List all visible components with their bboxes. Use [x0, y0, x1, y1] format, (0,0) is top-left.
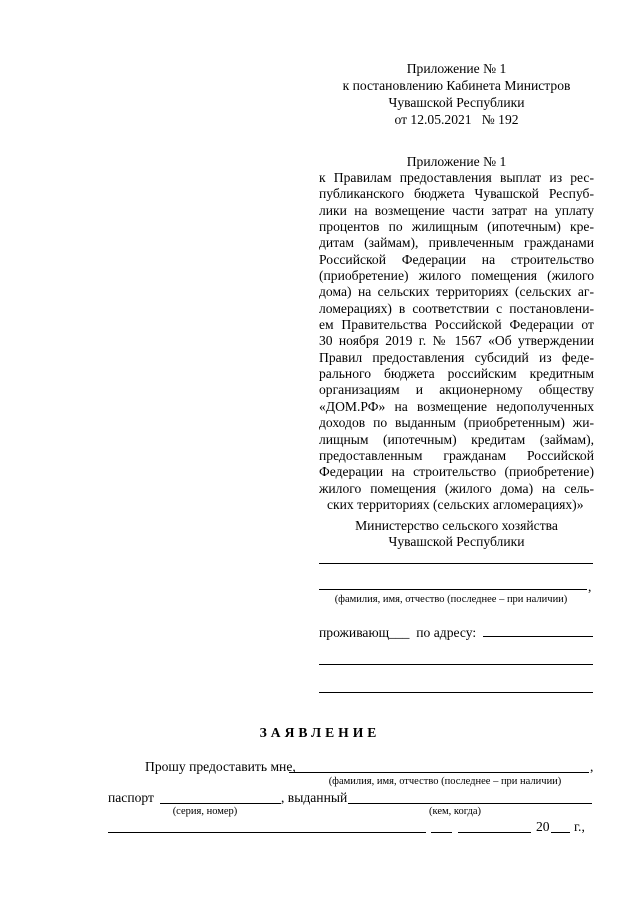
statement-title: ЗАЯВЛЕНИЕ	[259, 725, 381, 740]
request-end: ,	[590, 759, 594, 774]
rules-line: Российской Федерации на строительство	[319, 251, 594, 267]
rules-line: лищным (ипотечным) кредитам (займам),	[319, 431, 594, 447]
rules-appendix-text	[319, 170, 594, 513]
passport-label: паспорт	[108, 790, 154, 805]
appendix-header-line4: от 12.05.2021 № 192	[394, 112, 519, 127]
rules-line: Федерации на строительство (приобретение)	[319, 464, 594, 480]
rules-line: жилого помещения (жилого дома) на сель-	[319, 480, 594, 496]
rules-line: (приобретение) жилого помещения (жилого	[319, 268, 594, 284]
rules-line: рального бюджета российским кредитным	[319, 366, 594, 382]
address-line-3[interactable]	[319, 692, 593, 693]
rules-line: дома) на сельских территориях (сельских аг-	[319, 284, 594, 300]
residence-label: проживающ___ по адресу:	[319, 625, 477, 640]
appendix-header-line2: к постановлению Кабинета Министров	[342, 78, 571, 93]
rules-line: к Правилам предоставления выплат из рес-	[319, 170, 594, 185]
request-fio-line[interactable]	[289, 772, 589, 773]
rules-line: доходов по выданным (приобретенным) жи-	[319, 415, 594, 431]
passport-series-line[interactable]	[160, 803, 281, 804]
rules-line: ем Правительства Российской Федерации от	[319, 317, 594, 333]
rules-line: 30 ноября 2019 г. № 1567 «Об утверждении	[319, 333, 594, 349]
appendix-header-line1: Приложение № 1	[406, 61, 507, 76]
series-caption: (серия, номер)	[172, 806, 238, 817]
issued-label: , выданный	[281, 790, 348, 805]
applicant-line-1[interactable]	[319, 563, 593, 564]
addressee-line1: Министерство сельского хозяйства	[355, 518, 558, 533]
date-year-line[interactable]	[551, 832, 570, 833]
rules-line: предоставленным гражданам Российской	[319, 447, 594, 463]
rules-line: Правил предоставления субсидий из феде-	[319, 349, 594, 365]
passport-issued-line[interactable]	[348, 803, 592, 804]
rules-line: дитам (займам), привлеченным гражданами	[319, 235, 594, 251]
rules-line: организациям и акционерному обществу	[319, 382, 594, 398]
applicant-fio-line[interactable]	[319, 589, 587, 590]
issued-caption: (кем, когда)	[429, 806, 481, 817]
rules-line: процентов по жилищным (ипотечным) кре-	[319, 219, 594, 235]
rules-line: ских территориях (сельских агломерациях)»	[327, 496, 584, 512]
year-suffix: г.,	[574, 819, 585, 834]
rules-appendix-title: Приложение № 1	[406, 154, 507, 169]
appendix-header-line3: Чувашской Республики	[388, 95, 525, 110]
issued-by-line[interactable]	[108, 832, 426, 833]
date-day-line[interactable]	[431, 832, 452, 833]
rules-line: публиканского бюджета Чувашской Респуб-	[319, 186, 594, 202]
address-line-2[interactable]	[319, 664, 593, 665]
request-label: Прошу предоставить мне,	[145, 759, 296, 774]
addressee-line2: Чувашской Республики	[388, 534, 525, 549]
rules-line: ломерациях) в соответствии с постановлени-	[319, 300, 594, 316]
request-fio-caption: (фамилия, имя, отчество (последнее – при наличии)	[328, 776, 562, 787]
date-month-line[interactable]	[458, 832, 531, 833]
applicant-comma: ,	[588, 579, 592, 594]
rules-line: лики на возмещение части затрат на уплату	[319, 202, 594, 218]
year-prefix: 20	[536, 819, 550, 834]
address-line-1[interactable]	[483, 636, 593, 637]
applicant-fio-caption: (фамилия, имя, отчество (последнее – при наличии)	[334, 594, 568, 605]
rules-line: «ДОМ.РФ» на возмещение недополученных	[319, 398, 594, 414]
